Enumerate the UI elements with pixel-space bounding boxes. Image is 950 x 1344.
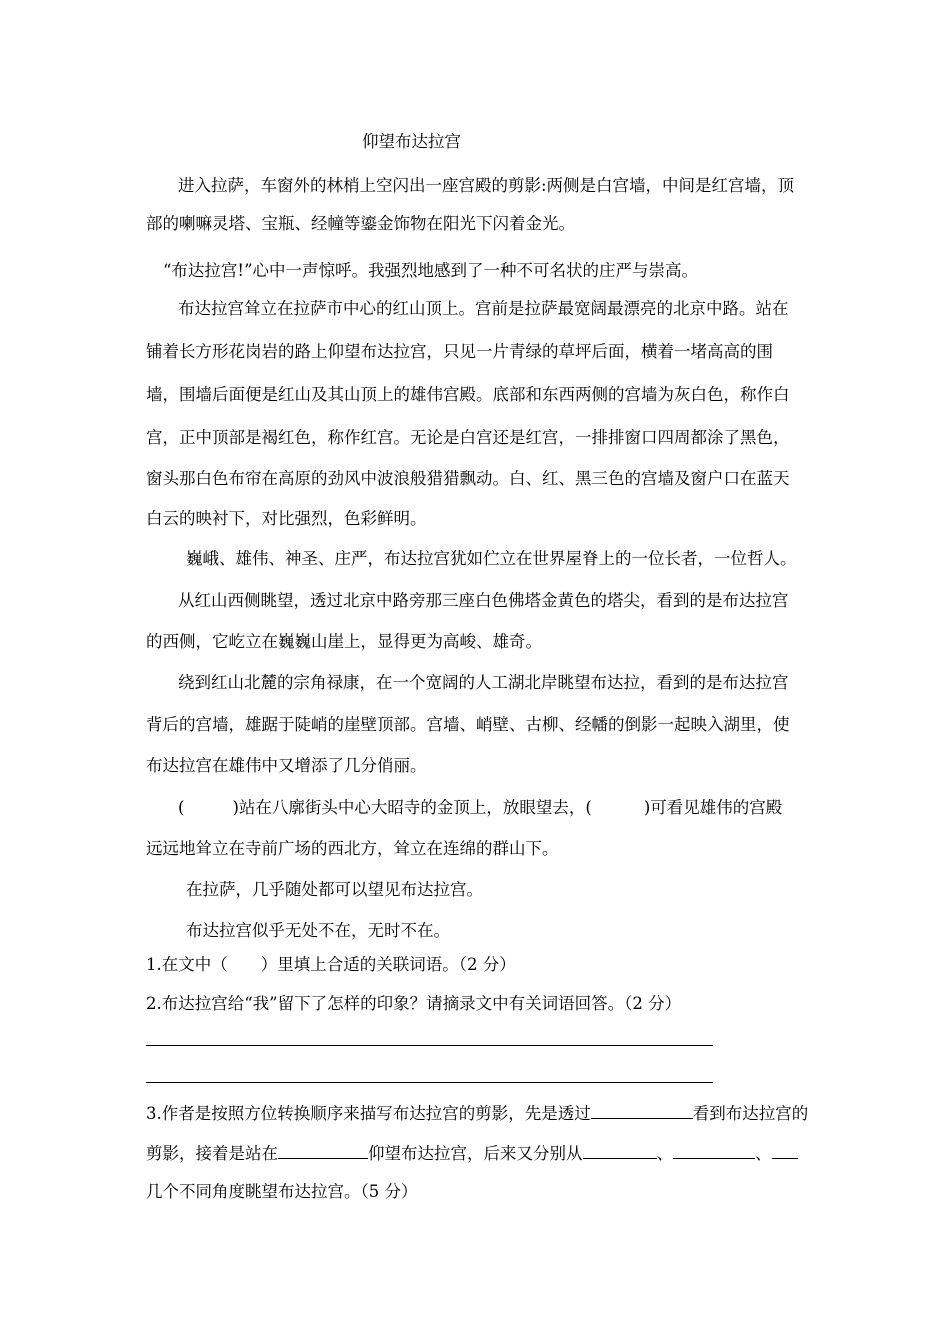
question-3-line-3: 几个不同角度眺望布达拉宫。（5 分） <box>146 1182 418 1201</box>
passage-line: 部的喇嘛灵塔、宝瓶、经幢等鎏金饰物在阳光下闪着金光。 <box>146 214 575 233</box>
question-text: 3.作者是按照方位转换顺序来描写布达拉宫的剪影，先是透过 <box>146 1104 591 1123</box>
question-text: 剪影，接着是站在 <box>146 1144 278 1163</box>
answer-blank-6[interactable] <box>673 1141 755 1159</box>
passage-line: 布达拉宫耸立在拉萨市中心的红山顶上。宫前是拉萨最宽阔最漂亮的北京中路。站在 <box>178 299 789 318</box>
passage-line: 墙，围墙后面便是红山及其山顶上的雄伟宫殿。底部和东西两侧的宫墙为灰白色，称作白 <box>146 385 790 404</box>
page-title: 仰望布达拉宫 <box>362 132 461 151</box>
passage-line: 铺着长方形花岗岩的路上仰望布达拉宫，只见一片青绿的草坪后面，横着一堵高高的围 <box>146 342 773 361</box>
question-3-line-2 <box>146 1141 798 1165</box>
passage-line: 布达拉宫在雄伟中又增添了几分俏丽。 <box>146 756 427 775</box>
passage-line: 的西侧，它屹立在巍巍山崖上，显得更为高峻、雄奇。 <box>146 632 542 651</box>
passage-text: )可看见雄伟的宫殿 <box>643 798 783 817</box>
answer-blank-5[interactable] <box>583 1141 657 1159</box>
question-2: 2.布达拉宫给“我”留下了怎样的印象？请摘录文中有关词语回答。（2 分） <box>146 994 682 1013</box>
passage-line-with-blanks <box>178 797 782 819</box>
passage-line: 在拉萨，几乎随处都可以望见布达拉宫。 <box>186 880 483 899</box>
passage-line: 巍峨、雄伟、神圣、庄严，布达拉宫犹如伫立在世界屋脊上的一位长者，一位哲人。 <box>186 549 797 568</box>
answer-blank-3[interactable] <box>591 1101 693 1119</box>
answer-blank-4[interactable] <box>278 1141 368 1159</box>
answer-line-1[interactable] <box>146 1045 713 1046</box>
passage-line: 宫，正中顶部是褐红色，称作红宫。无论是白宫还是红宫，一排排窗口四周都涂了黑色， <box>146 428 790 447</box>
answer-blank-7[interactable] <box>772 1141 798 1159</box>
paren-open: ( <box>178 798 185 817</box>
passage-line: 白云的映衬下，对比强烈，色彩鲜明。 <box>146 509 427 528</box>
passage-line: 从红山西侧眺望，透过北京中路旁那三座白色佛塔金黄色的塔尖，看到的是布达拉宫 <box>178 591 789 610</box>
question-text: 、 <box>755 1144 772 1163</box>
passage-line: 窗头那白色布帘在高原的劲风中波浪般猎猎飘动。白、红、黑三色的宫墙及窗户口在蓝天 <box>146 469 790 488</box>
passage-line: 背后的宫墙，雄踞于陡峭的崖壁顶部。宫墙、峭壁、古柳、经幡的倒影一起映入湖里，使 <box>146 715 790 734</box>
question-3-line-1 <box>146 1101 808 1125</box>
passage-line: 进入拉萨，车窗外的林梢上空闪出一座宫殿的剪影:两侧是白宫墙，中间是红宫墙，顶 <box>178 176 795 195</box>
question-text: 看到布达拉宫的 <box>692 1104 809 1123</box>
passage-line: “布达拉宫!”心中一声惊呼。我强烈地感到了一种不可名状的庄严与崇高。 <box>163 261 699 280</box>
passage-line: 绕到红山北麓的宗角禄康，在一个宽阔的人工湖北岸眺望布达拉，看到的是布达拉宫 <box>178 673 789 692</box>
passage-line: 远远地耸立在寺前广场的西北方，耸立在连绵的群山下。 <box>146 839 559 858</box>
answer-line-2[interactable] <box>146 1082 713 1083</box>
passage-line: 布达拉宫似乎无处不在，无时不在。 <box>186 921 450 940</box>
question-1: 1.在文中（ ）里填上合适的关联词语。（2 分） <box>146 955 516 974</box>
question-text: 、 <box>656 1144 673 1163</box>
passage-text: )站在八廓街头中心大昭寺的金顶上，放眼望去，( <box>232 798 592 817</box>
question-text: 仰望布达拉宫，后来又分别从 <box>368 1144 583 1163</box>
